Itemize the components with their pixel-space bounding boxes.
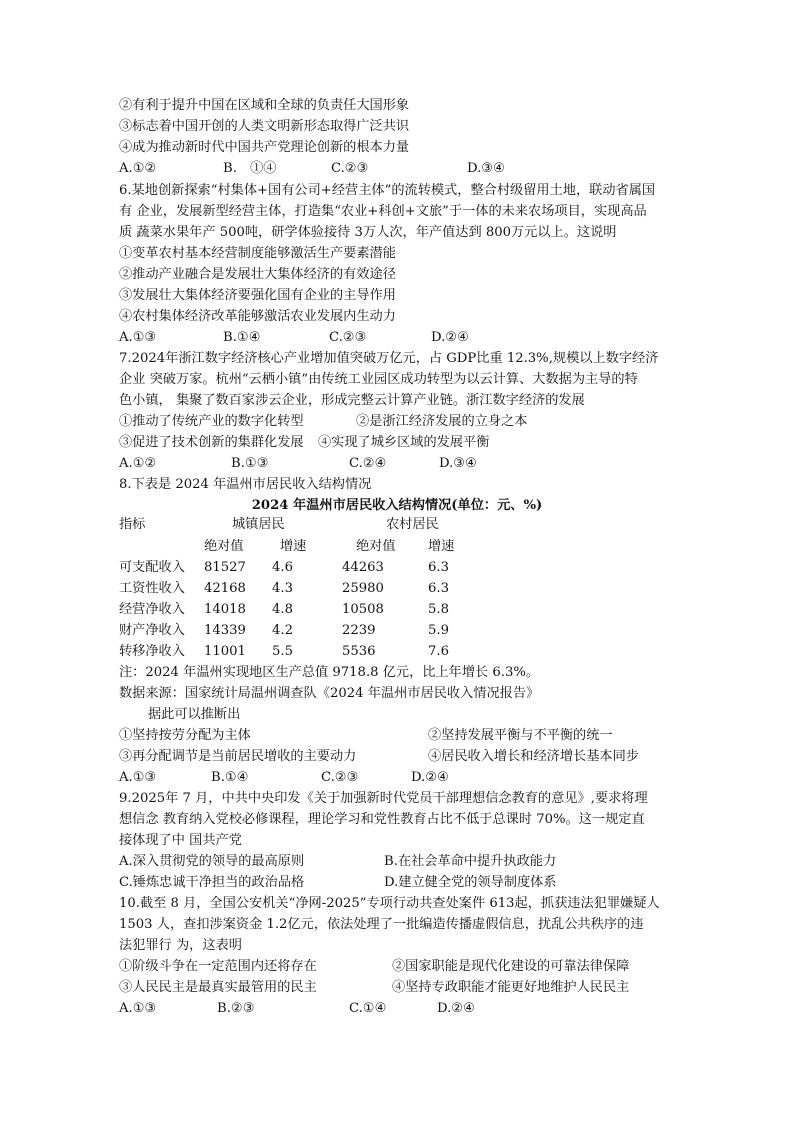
- table-header-indicator: 指标: [119, 517, 146, 532]
- table-header-rural-rate: 增速: [428, 539, 455, 554]
- q8-option-d[interactable]: D.②④: [411, 770, 449, 785]
- q8-statement-4: ④居民收入增长和经济增长基本同步: [428, 749, 639, 764]
- q5-option-a[interactable]: A.①②: [119, 161, 157, 176]
- q6-statement-1: ①变革农村基本经营制度能够激活生产要素潜能: [119, 246, 396, 261]
- q5-option-c[interactable]: C.②③: [331, 161, 369, 176]
- table-header-urban: 城镇居民: [232, 517, 285, 532]
- q6-stem-line-2: 有 企业，发展新型经营主体，打造集“农业+科创+文旅”于一体的未来农场项目，实现高品: [119, 204, 647, 219]
- q9-stem-line-3: 接体现了中 国共产党: [119, 833, 242, 848]
- q5-statement-3: ③标志着中国开创的人类文明新形态取得广泛共识: [119, 119, 410, 134]
- q8-statement-3: ③再分配调节是当前居民增收的主要动力: [119, 749, 357, 764]
- q9-option-d[interactable]: D.建立健全党的领导制度体系: [384, 875, 557, 890]
- q6-statement-3: ③发展壮大集体经济要强化国有企业的主导作用: [119, 288, 396, 303]
- q8-intro: 8.下表是 2024 年温州市居民收入结构情况: [119, 477, 372, 492]
- table-cell-urban-rate: 4.6: [272, 560, 293, 575]
- table-cell-urban-abs: 81527: [204, 560, 246, 575]
- table-row-name: 工资性收入: [119, 581, 185, 596]
- q10-stem-line-2: 1503 人，查扣涉案资金 1.2亿元，依法处理了一批编造传播虚假信息，扰乱公共秩序的违: [119, 917, 644, 932]
- q10-statement-2: ②国家职能是现代化建设的可靠法律保障: [392, 959, 630, 974]
- q7-statement-3: ③促进了技术创新的集群化发展: [119, 435, 304, 450]
- q5-statement-4: ④成为推动新时代中国共产党理论创新的根本力量: [119, 140, 410, 155]
- q9-stem-line-2: 想信念 教育纳入党校必修课程，理论学习和党性教育占比不低于总课时 70%。这一规定直: [119, 812, 645, 827]
- q8-option-b[interactable]: B.①④: [211, 770, 249, 785]
- q6-option-b[interactable]: B.①④: [223, 330, 261, 345]
- table-cell-rural-abs: 10508: [342, 602, 384, 617]
- q9-option-b[interactable]: B.在社会革命中提升执政能力: [384, 854, 557, 869]
- table-header-rural: 农村居民: [386, 517, 439, 532]
- q7-option-d[interactable]: D.③④: [439, 456, 477, 471]
- table-cell-urban-rate: 4.2: [272, 623, 293, 638]
- table-cell-rural-abs: 44263: [342, 560, 384, 575]
- table-cell-rural-abs: 2239: [342, 623, 376, 638]
- table-cell-rural-rate: 5.9: [428, 623, 449, 638]
- q8-table-note: 注：2024 年温州实现地区生产总值 9718.8 亿元，比上年增长 6.3%。: [119, 665, 540, 680]
- table-cell-rural-abs: 5536: [342, 644, 376, 659]
- table-cell-rural-abs: 25980: [342, 581, 384, 596]
- q7-statement-4: ④实现了城乡区域的发展平衡: [318, 435, 490, 450]
- q10-option-a[interactable]: A.①③: [119, 1001, 157, 1016]
- q7-option-b[interactable]: B.①③: [231, 456, 269, 471]
- table-header-urban-abs: 绝对值: [204, 539, 244, 554]
- q8-statement-2: ②坚持发展平衡与不平衡的统一: [428, 728, 613, 743]
- q7-option-a[interactable]: A.①②: [119, 456, 157, 471]
- q10-statement-1: ①阶级斗争在一定范围内还将存在: [119, 959, 317, 974]
- q10-statement-3: ③人民民主是最真实最管用的民主: [119, 980, 317, 995]
- table-cell-rural-rate: 6.3: [428, 560, 449, 575]
- table-row-name: 可支配收入: [119, 560, 185, 575]
- q6-statement-4: ④农村集体经济改革能够激活农业发展内生动力: [119, 309, 396, 324]
- q9-option-c[interactable]: C.锤炼忠诚干净担当的政治品格: [119, 875, 305, 890]
- table-cell-urban-abs: 11001: [204, 644, 246, 659]
- q7-stem-line-1: 7.2024年浙江数字经济核心产业增加值突破万亿元，占 GDP比重 12.3%,规模以上数字经济: [119, 351, 659, 366]
- q7-statement-2: ②是浙江经济发展的立身之本: [356, 414, 528, 429]
- table-cell-urban-abs: 14018: [204, 602, 246, 617]
- table-row-name: 转移净收入: [119, 644, 185, 659]
- q7-statement-1: ①推动了传统产业的数字化转型: [119, 414, 304, 429]
- q5-statement-2: ②有利于提升中国在区域和全球的负责任大国形象: [119, 98, 410, 113]
- q6-option-a[interactable]: A.①③: [119, 330, 157, 345]
- table-cell-urban-abs: 42168: [204, 581, 246, 596]
- q8-statement-1: ①坚持按劳分配为主体: [119, 728, 251, 743]
- table-cell-urban-abs: 14339: [204, 623, 246, 638]
- table-header-urban-rate: 增速: [280, 539, 307, 554]
- q10-option-b[interactable]: B.②③: [217, 1001, 255, 1016]
- table-cell-urban-rate: 4.3: [272, 581, 293, 596]
- q8-table-title: 2024 年温州市居民收入结构情况(单位：元、%): [251, 498, 543, 513]
- q7-stem-line-2: 企业 突破万家。杭州“云栖小镇”由传统工业园区成功转型为以云计算、大数据为主导的特: [119, 372, 638, 387]
- q6-option-d[interactable]: D.②④: [431, 330, 469, 345]
- q5-option-b[interactable]: B. ①④: [223, 161, 277, 176]
- q7-option-c[interactable]: C.②④: [349, 456, 387, 471]
- table-cell-urban-rate: 5.5: [272, 644, 293, 659]
- table-cell-urban-rate: 4.8: [272, 602, 293, 617]
- q8-option-c[interactable]: C.②③: [321, 770, 359, 785]
- q8-option-a[interactable]: A.①③: [119, 770, 157, 785]
- q9-option-a[interactable]: A.深入贯彻党的领导的最高原则: [119, 854, 305, 869]
- table-row-name: 经营净收入: [119, 602, 185, 617]
- q10-option-d[interactable]: D.②④: [437, 1001, 475, 1016]
- q10-stem-line-1: 10.截至 8 月，全国公安机关“净网-2025”专项行动共查处案件 613起，抓获违法犯罪嫌疑人: [119, 896, 660, 911]
- q6-stem-line-3: 质 蔬菜水果年产 500吨，研学体验接待 3万人次，年产值达到 800万元以上。这说明: [119, 225, 617, 240]
- q8-lead: 据此可以推断出: [148, 707, 241, 722]
- q8-data-source: 数据来源：国家统计局温州调查队《2024 年温州市居民收入情况报告》: [119, 686, 540, 701]
- q10-stem-line-3: 法犯罪行 为，这表明: [119, 938, 242, 953]
- q6-stem-line-1: 6.某地创新探索“村集体+国有公司+经营主体”的流转模式，整合村级留用土地，联动省属国: [119, 183, 656, 198]
- table-cell-rural-rate: 7.6: [428, 644, 449, 659]
- q10-option-c[interactable]: C.①④: [349, 1001, 387, 1016]
- q6-option-c[interactable]: C.②③: [329, 330, 367, 345]
- table-row-name: 财产净收入: [119, 623, 185, 638]
- table-cell-rural-rate: 6.3: [428, 581, 449, 596]
- q10-statement-4: ④坚持专政职能才能更好地维护人民民主: [392, 980, 630, 995]
- q7-stem-line-3: 色小镇， 集聚了数百家涉云企业，形成完整云计算产业链。浙江数字经济的发展: [119, 393, 585, 408]
- table-cell-rural-rate: 5.8: [428, 602, 449, 617]
- q9-stem-line-1: 9.2025年 7 月，中共中央印发《关于加强新时代党员干部理想信念教育的意见》,要求将理: [119, 791, 648, 806]
- q5-option-d[interactable]: D.③④: [467, 161, 505, 176]
- table-header-rural-abs: 绝对值: [356, 539, 396, 554]
- q6-statement-2: ②推动产业融合是发展壮大集体经济的有效途径: [119, 267, 396, 282]
